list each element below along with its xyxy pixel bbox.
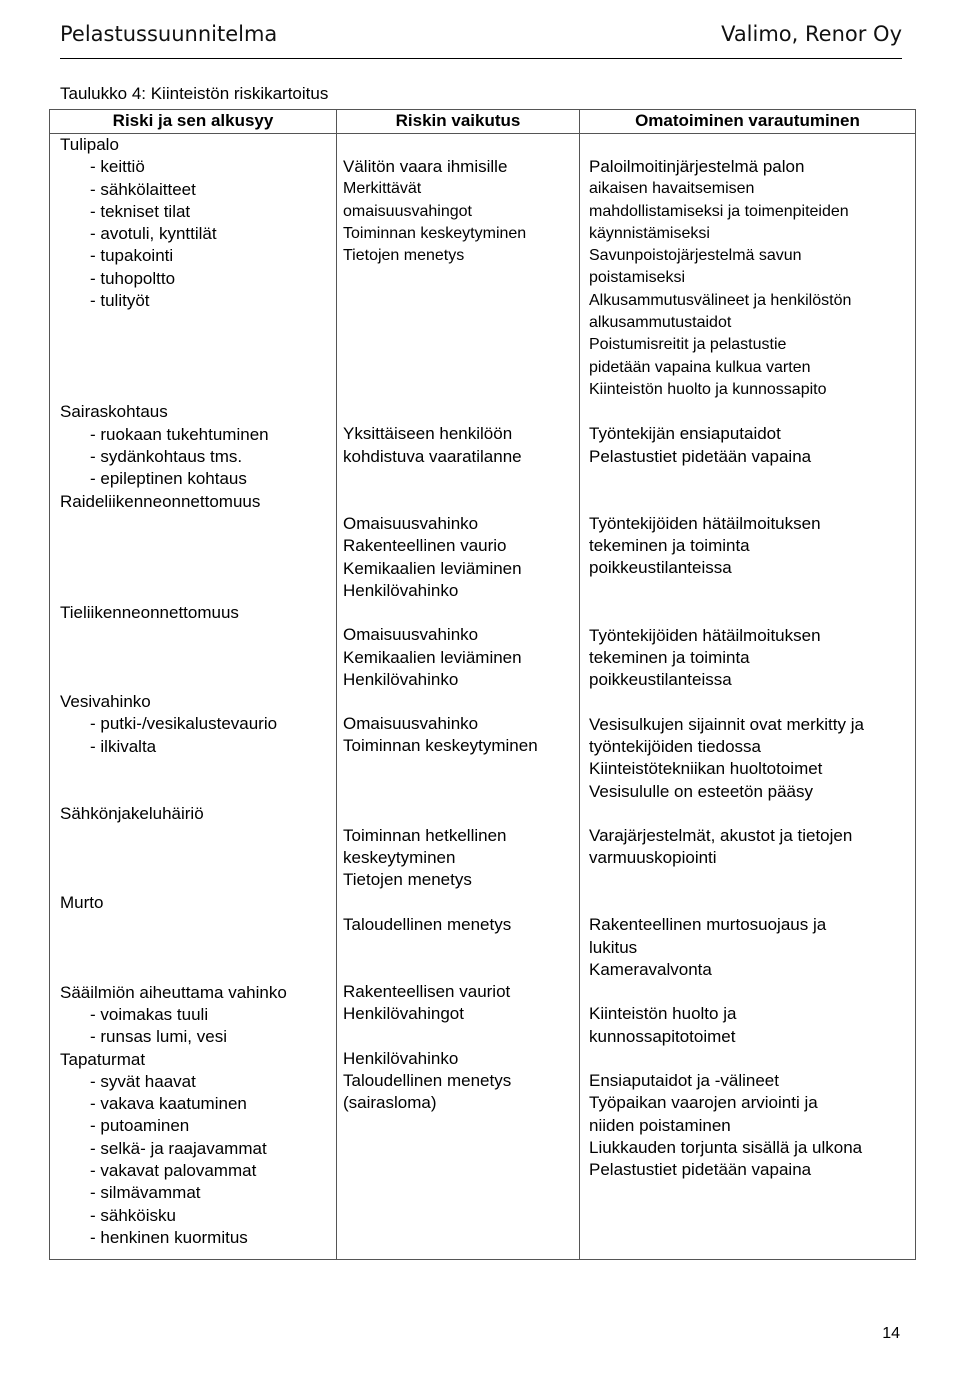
risk-title: Tapaturmat <box>60 1049 146 1069</box>
risk-cause: - syvät haavat <box>90 1071 196 1091</box>
risk-title: Murto <box>60 893 104 913</box>
risk-title: Sähkönjakeluhäiriö <box>60 804 204 824</box>
preparedness-line: Pelastustiet pidetään vapaina <box>589 1160 812 1180</box>
risk-cause: - avotuli, kynttilät <box>90 224 217 244</box>
risk-cause: - tekniset tilat <box>90 201 191 221</box>
header-company-name: Valimo, Renor Oy <box>721 22 902 46</box>
preparedness-line: Työntekijän ensiaputaidot <box>589 424 781 444</box>
preparedness-line: pidetään vapaina kulkua varten <box>589 358 811 376</box>
preparedness-line: Kiinteistön huolto ja <box>589 1004 737 1024</box>
preparedness-line: Vesisulkujen sijainnit ovat merkitty ja <box>589 714 864 734</box>
risk-cause: - voimakas tuuli <box>90 1004 209 1024</box>
risk-cause: - sähkölaitteet <box>90 179 196 199</box>
risk-cause: - tupakointi <box>90 246 174 266</box>
risk-title: Tulipalo <box>60 135 119 154</box>
preparedness-line: Kiinteistötekniikan huoltotoimet <box>589 759 823 779</box>
risk-cause: - epileptinen kohtaus <box>90 469 247 489</box>
preparedness-line: poikkeustilanteissa <box>589 670 732 690</box>
column-header-preparedness: Omatoiminen varautuminen <box>580 110 916 134</box>
risk-title: Vesivahinko <box>60 692 151 712</box>
effect-line: Henkilövahinko <box>343 669 459 689</box>
preparedness-line: Vesisululle on esteetön pääsy <box>589 781 813 801</box>
preparedness-line: työntekijöiden tiedossa <box>589 736 762 756</box>
preparedness-line: mahdollistamiseksi ja toimenpiteiden <box>589 202 849 220</box>
risk-cause: - tuhopoltto <box>90 268 176 288</box>
risk-title: Sairaskohtaus <box>60 402 168 422</box>
preparedness-line: lukitus <box>589 937 638 957</box>
effect-line: Omaisuusvahinko <box>343 714 479 734</box>
risk-cause: - putoaminen <box>90 1116 190 1136</box>
preparedness-line: Kiinteistön huolto ja kunnossapito <box>589 380 827 398</box>
effect-line: Tietojen menetys <box>343 247 465 265</box>
column-header-effect: Riskin vaikutus <box>337 110 580 134</box>
risk-cause: - ilkivalta <box>90 736 157 756</box>
preparedness-line: Liukkauden torjunta sisällä ja ulkona <box>589 1137 863 1157</box>
effect-line: Taloudellinen menetys <box>343 914 512 934</box>
preparedness-line: Pelastustiet pidetään vapaina <box>589 446 812 466</box>
preparedness-cell <box>580 134 916 1260</box>
preparedness-line: alkusammutustaidot <box>589 314 732 332</box>
preparedness-line: Työpaikan vaarojen arviointi ja <box>589 1093 818 1113</box>
preparedness-line: Savunpoistojärjestelmä savun <box>589 247 802 265</box>
risk-cause: - sydänkohtaus tms. <box>90 446 243 466</box>
risk-title: Tieliikenneonnettomuus <box>60 602 239 622</box>
effect-cell <box>337 134 580 1260</box>
preparedness-line: Ensiaputaidot ja -välineet <box>589 1070 779 1090</box>
risk-cause: - henkinen kuormitus <box>90 1227 248 1247</box>
risk-cause: - sähköisku <box>90 1205 176 1225</box>
preparedness-line: tekeminen ja toiminta <box>589 648 750 668</box>
preparedness-line: aikaisen havaitsemisen <box>589 180 755 198</box>
effect-line: Kemikaalien leviäminen <box>343 558 522 578</box>
effect-line: (sairasloma) <box>343 1093 437 1113</box>
risk-cause: - vakavat palovammat <box>90 1161 257 1181</box>
effect-line: Toiminnan keskeytyminen <box>343 736 538 756</box>
preparedness-line: Poistumisreitit ja pelastustie <box>589 336 787 354</box>
preparedness-line: poikkeustilanteissa <box>589 558 732 578</box>
table-caption: Taulukko 4: Kiinteistön riskikartoitus <box>60 84 329 103</box>
effect-line: Rakenteellisen vauriot <box>343 981 511 1001</box>
preparedness-line: Työntekijöiden hätäilmoituksen <box>589 625 821 645</box>
effect-line: Omaisuusvahinko <box>343 514 479 534</box>
preparedness-line: poistamiseksi <box>589 269 686 287</box>
preparedness-line: varmuuskopiointi <box>589 848 717 868</box>
risk-table <box>49 109 916 1260</box>
risk-cause: - selkä- ja raajavammat <box>90 1138 267 1158</box>
effect-line: keskeytyminen <box>343 848 456 868</box>
preparedness-line: Rakenteellinen murtosuojaus ja <box>589 915 827 935</box>
preparedness-line: Kameravalvonta <box>589 960 712 980</box>
effect-line: Taloudellinen menetys <box>343 1070 512 1090</box>
preparedness-line: Paloilmoitinjärjestelmä palon <box>589 157 805 176</box>
effect-line: Henkilövahinko <box>343 1048 459 1068</box>
effect-line: Kemikaalien leviäminen <box>343 647 522 667</box>
preparedness-line: tekeminen ja toiminta <box>589 536 750 556</box>
effect-line: Toiminnan keskeytyminen <box>343 224 527 242</box>
risk-title: Sääilmiön aiheuttama vahinko <box>60 982 287 1002</box>
column-header-risk: Riski ja sen alkusyy <box>50 110 337 134</box>
risk-title: Raideliikenneonnettomuus <box>60 491 261 511</box>
risk-cause: - keittiö <box>90 157 145 177</box>
preparedness-line: Työntekijöiden hätäilmoituksen <box>589 513 821 533</box>
risk-cause: - vakava kaatuminen <box>90 1094 247 1114</box>
risk-cause: - tulityöt <box>90 291 150 311</box>
effect-line: kohdistuva vaaratilanne <box>343 446 522 466</box>
risk-cell <box>50 134 337 1260</box>
header-rule <box>60 58 902 59</box>
effect-line: Toiminnan hetkellinen <box>343 825 507 845</box>
effect-line: Välitön vaara ihmisille <box>343 157 508 176</box>
preparedness-line: kunnossapitotoimet <box>589 1026 736 1046</box>
effect-line: Tietojen menetys <box>343 870 472 890</box>
effect-line: Henkilövahinko <box>343 580 459 600</box>
effect-line: Omaisuusvahinko <box>343 625 479 645</box>
risk-cause: - runsas lumi, vesi <box>90 1027 227 1047</box>
effect-line: omaisuusvahingot <box>343 202 472 220</box>
page-number: 14 <box>882 1325 900 1342</box>
effect-line: Merkittävät <box>343 180 422 198</box>
risk-cause: - putki-/vesikalustevaurio <box>90 714 278 734</box>
risk-cause: - ruokaan tukehtuminen <box>90 424 269 444</box>
preparedness-line: käynnistämiseksi <box>589 224 710 242</box>
table-header-row <box>50 110 916 134</box>
effect-line: Rakenteellinen vaurio <box>343 536 507 556</box>
header-document-title: Pelastussuunnitelma <box>60 22 278 46</box>
table-row <box>50 134 916 1260</box>
effect-line: Henkilövahingot <box>343 1004 464 1024</box>
effect-line: Yksittäiseen henkilöön <box>343 424 513 444</box>
preparedness-line: niiden poistaminen <box>589 1115 731 1135</box>
risk-cause: - silmävammat <box>90 1183 201 1203</box>
preparedness-line: Alkusammutusvälineet ja henkilöstön <box>589 291 852 309</box>
preparedness-line: Varajärjestelmät, akustot ja tietojen <box>589 825 853 845</box>
